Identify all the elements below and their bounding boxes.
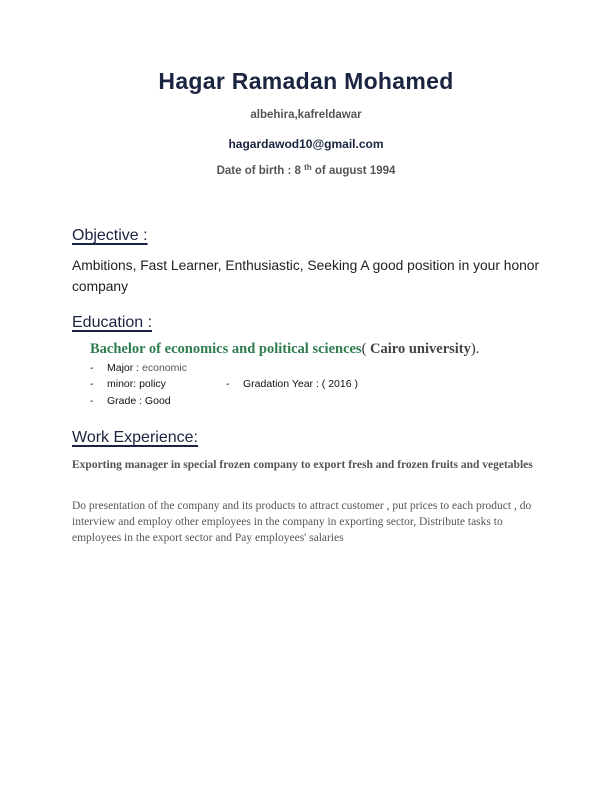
graduation-year: Gradation Year : ( 2016 ): [243, 378, 358, 390]
bullet-dash: -: [226, 378, 230, 390]
list-item-major: [90, 362, 187, 374]
degree-title: Bachelor of economics and political sciences: [90, 341, 362, 357]
dob-prefix: Date of birth : 8: [216, 165, 301, 177]
candidate-name: Hagar Ramadan Mohamed: [158, 68, 454, 94]
address: albehira,kafreldawar: [250, 109, 362, 121]
degree-line: [90, 341, 479, 358]
major-label: Major :: [107, 362, 140, 374]
objective-heading: Objective :: [72, 227, 148, 244]
grade-text: Grade : Good: [107, 395, 171, 407]
major-value: economic: [142, 362, 187, 374]
objective-text: Ambitions, Fast Learner, Enthusiastic, Seeking A good position in your honor company: [72, 258, 540, 294]
work-experience-heading: Work Experience:: [72, 429, 198, 446]
university-name: Cairo university: [366, 341, 471, 357]
paren-open: (: [361, 341, 367, 357]
dob-month-year: of august 1994: [314, 165, 396, 177]
list-item-minor: [90, 378, 166, 390]
job-description: Do presentation of the company and its products to attract customer , put prices to each product , do interview and employ other employees in the company in exporting sector, Distribute tasks to employees in the export sector and Pay employees' salaries: [72, 500, 532, 544]
minor-text: minor: policy: [107, 378, 166, 390]
date-of-birth: [0, 165, 612, 177]
job-title: Exporting manager in special frozen company to export fresh and frozen fruits and vegetables: [72, 459, 533, 471]
list-item-grade: [90, 395, 171, 407]
dob-ordinal-suffix: th: [304, 163, 312, 172]
list-item-graduation: [226, 378, 358, 390]
bullet-dash: -: [90, 362, 94, 374]
bullet-dash: -: [90, 395, 94, 407]
education-heading: Education :: [72, 314, 153, 331]
paren-close: ).: [470, 341, 480, 357]
bullet-dash: -: [90, 378, 94, 390]
email-address: hagardawod10@gmail.com: [228, 137, 384, 151]
